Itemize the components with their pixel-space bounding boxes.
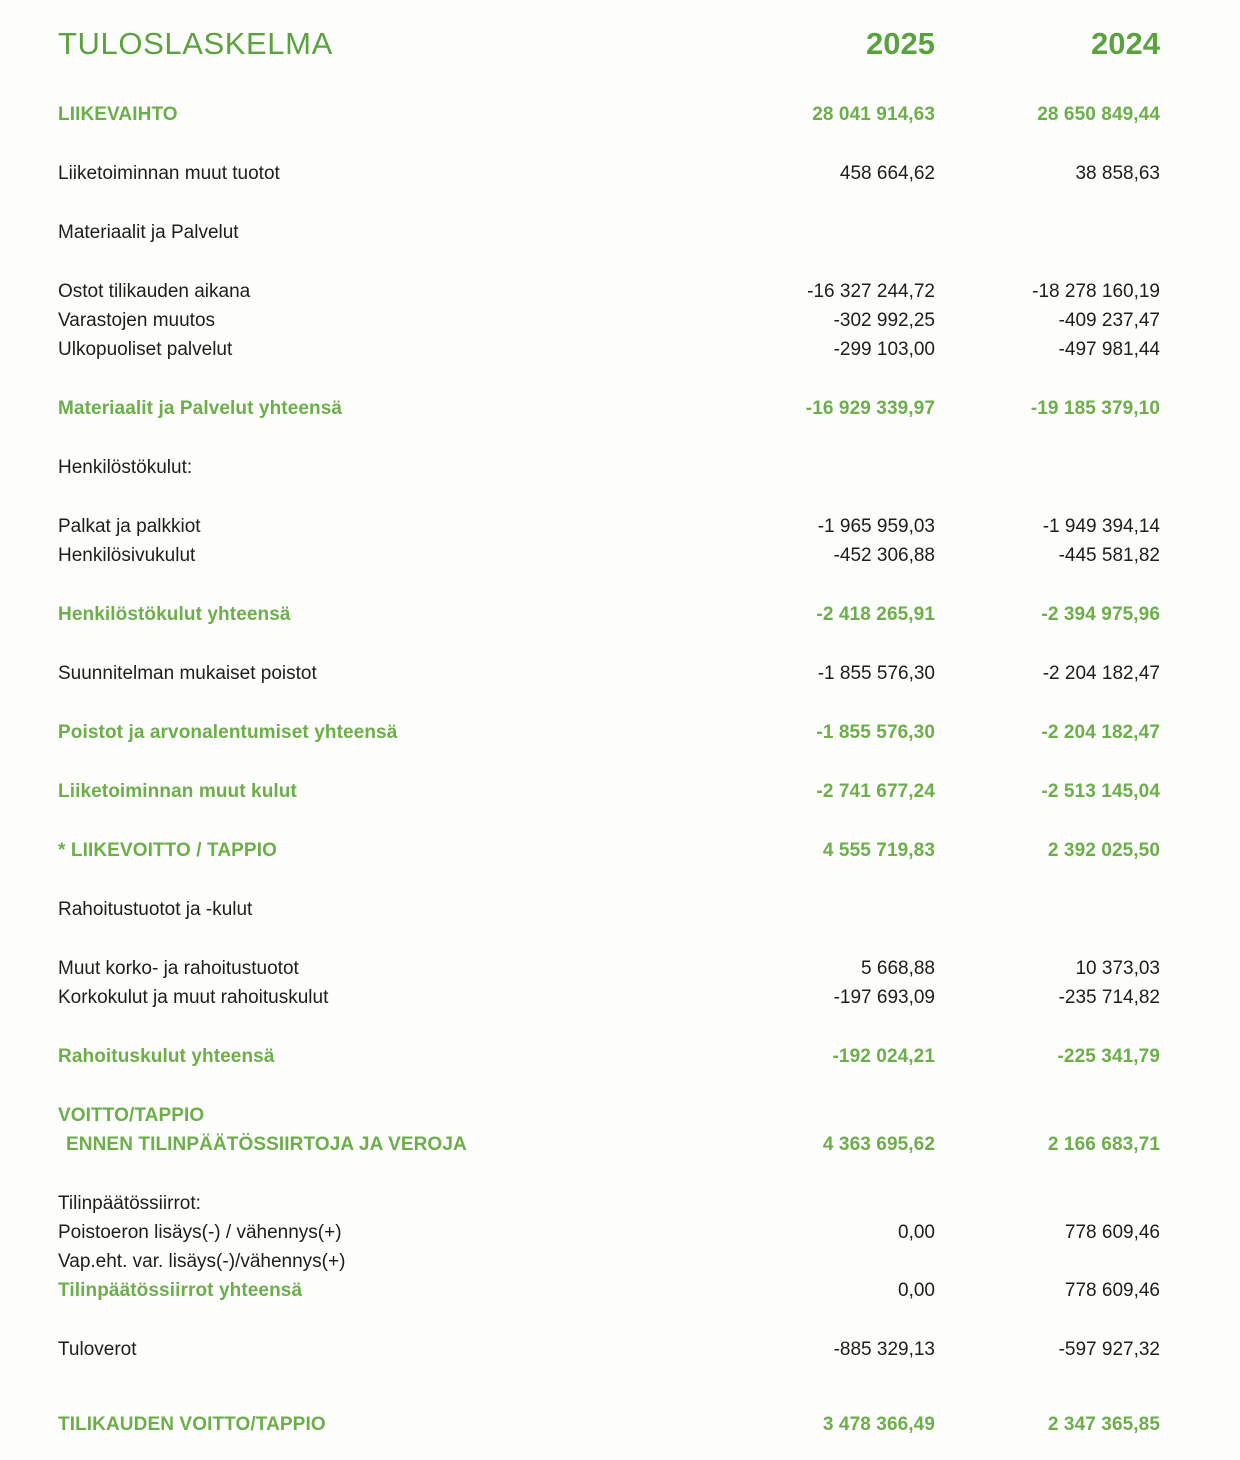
row-value-2025: -1 855 576,30 [816, 722, 935, 743]
table-row-materiaalit-ja-palvelut-yhteensa [58, 394, 1160, 423]
row-label: Suunnitelman mukaiset poistot [58, 663, 317, 684]
row-label: Henkilöstökulut yhteensä [58, 604, 291, 625]
row-spacer [58, 188, 1160, 218]
table-row-tuloverot [58, 1335, 1160, 1364]
row-value-2024: 38 858,63 [1075, 163, 1160, 184]
row-value-2024: -235 714,82 [1058, 987, 1160, 1008]
row-spacer [58, 423, 1160, 453]
table-row-tilinpaatossiirrot-heading [58, 1189, 1160, 1218]
row-value-2025: 4 363 695,62 [822, 1134, 935, 1155]
row-value-2025: -16 327 244,72 [807, 281, 935, 302]
table-row-liikevoitto-tappio [58, 836, 1160, 865]
row-spacer [58, 865, 1160, 895]
row-spacer [58, 1071, 1160, 1101]
row-label: Varastojen muutos [58, 310, 216, 331]
row-label: Korkokulut ja muut rahoituskulut [58, 987, 329, 1008]
row-label: LIIKEVAIHTO [58, 104, 178, 125]
row-value-2025: -1 855 576,30 [817, 663, 935, 684]
row-label: Palkat ja palkkiot [58, 516, 201, 537]
column-header-2024: 2024 [1091, 26, 1160, 61]
row-value-2025: -2 418 265,91 [816, 604, 935, 625]
table-row-henkilosivukulut [58, 541, 1160, 570]
row-label: Tuloverot [58, 1339, 137, 1360]
table-row-henkilostokulut-heading [58, 453, 1160, 482]
row-label: * LIIKEVOITTO / TAPPIO [58, 840, 277, 861]
column-header-2025: 2025 [866, 26, 935, 61]
table-row-rahoitustuotot-ja-kulut-heading [58, 895, 1160, 924]
row-spacer [58, 688, 1160, 718]
row-value-2025: 28 041 914,63 [812, 104, 935, 125]
row-value-2025: -16 929 339,97 [805, 398, 935, 419]
row-value-2025: -1 965 959,03 [817, 516, 935, 537]
row-value-2024: 2 392 025,50 [1047, 840, 1160, 861]
row-value-2024: 2 347 365,85 [1047, 1414, 1160, 1435]
row-label: VOITTO/TAPPIO [58, 1105, 205, 1126]
row-label: Materiaalit ja Palvelut [58, 222, 239, 243]
row-spacer [58, 482, 1160, 512]
row-value-2025: -885 329,13 [833, 1339, 935, 1360]
row-value-2024: -597 927,32 [1058, 1339, 1160, 1360]
row-value-2024: -2 204 182,47 [1041, 722, 1160, 743]
row-value-2025: -192 024,21 [832, 1046, 935, 1067]
table-row-liiketoiminnan-muut-tuotot [58, 159, 1160, 188]
row-spacer [58, 129, 1160, 159]
row-value-2025: 0,00 [898, 1280, 935, 1301]
row-value-2025: -299 103,00 [833, 339, 935, 360]
row-spacer [58, 247, 1160, 277]
statement-rows [58, 100, 1160, 1439]
row-spacer [58, 1364, 1160, 1394]
row-value-2025: 5 668,88 [861, 958, 935, 979]
row-label: TILIKAUDEN VOITTO/TAPPIO [58, 1414, 326, 1435]
table-row-suunnitelman-mukaiset-poistot [58, 659, 1160, 688]
row-value-2024: -1 949 394,14 [1042, 516, 1160, 537]
table-row-henkilostokulut-yhteensa [58, 600, 1160, 629]
row-label: ENNEN TILINPÄÄTÖSSIIRTOJA JA VEROJA [66, 1134, 467, 1155]
row-label: Ostot tilikauden aikana [58, 281, 251, 302]
row-label: Vap.eht. var. lisäys(-)/vähennys(+) [58, 1251, 346, 1272]
table-row-voitto-tappio-heading [58, 1101, 1160, 1130]
row-spacer [58, 806, 1160, 836]
table-row-varastojen-muutos [58, 306, 1160, 335]
row-value-2025: 0,00 [898, 1222, 935, 1243]
row-value-2024: 10 373,03 [1075, 958, 1160, 979]
row-value-2025: -452 306,88 [833, 545, 935, 566]
statement-header [58, 0, 1160, 100]
row-value-2024: -2 204 182,47 [1042, 663, 1160, 684]
row-label: Henkilöstökulut: [58, 457, 193, 478]
row-spacer [58, 1012, 1160, 1042]
row-label: Rahoitustuotot ja -kulut [58, 899, 253, 920]
row-label: Poistot ja arvonalentumiset yhteensä [58, 722, 398, 743]
row-spacer [58, 924, 1160, 954]
row-label: Poistoeron lisäys(-) / vähennys(+) [58, 1222, 342, 1243]
table-row-rahoituskulut-yhteensa [58, 1042, 1160, 1071]
row-value-2024: -409 237,47 [1058, 310, 1160, 331]
row-value-2025: 458 664,62 [839, 163, 935, 184]
table-row-vapeht-var-lisays-vahennys [58, 1247, 1160, 1276]
table-row-tilinpaatossiirrot-yhteensa [58, 1276, 1160, 1305]
row-value-2025: 4 555 719,83 [822, 840, 935, 861]
row-label: Ulkopuoliset palvelut [58, 339, 233, 360]
row-value-2025: 3 478 366,49 [822, 1414, 935, 1435]
row-label: Henkilösivukulut [58, 545, 196, 566]
table-row-materiaalit-ja-palvelut-heading [58, 218, 1160, 247]
table-row-muut-korko-ja-rahoitustuotot [58, 954, 1160, 983]
row-value-2024: -497 981,44 [1058, 339, 1160, 360]
row-spacer [58, 747, 1160, 777]
table-row-ennen-tilinpaatossiirtoja-ja-veroja [58, 1130, 1160, 1159]
row-value-2024: 2 166 683,71 [1047, 1134, 1160, 1155]
table-row-poistot-ja-arvonalentumiset-yhteensa [58, 718, 1160, 747]
row-spacer [58, 570, 1160, 600]
row-value-2024: 778 609,46 [1064, 1222, 1160, 1243]
row-spacer [58, 364, 1160, 394]
row-label: Liiketoiminnan muut kulut [58, 781, 297, 802]
row-label: Tilinpäätössiirrot yhteensä [58, 1280, 303, 1301]
row-value-2025: -2 741 677,24 [816, 781, 935, 802]
row-spacer [58, 629, 1160, 659]
row-spacer [58, 1394, 1160, 1410]
row-spacer [58, 1159, 1160, 1189]
row-value-2024: -225 341,79 [1057, 1046, 1160, 1067]
row-spacer [58, 1305, 1160, 1335]
row-value-2024: -445 581,82 [1058, 545, 1160, 566]
table-row-tilikauden-voitto-tappio [58, 1410, 1160, 1439]
row-value-2024: -19 185 379,10 [1030, 398, 1160, 419]
row-value-2024: 778 609,46 [1064, 1280, 1160, 1301]
row-label: Liiketoiminnan muut tuotot [58, 163, 280, 184]
table-row-liiketoiminnan-muut-kulut [58, 777, 1160, 806]
row-value-2024: 28 650 849,44 [1037, 104, 1160, 125]
page-title: TULOSLASKELMA [58, 26, 333, 61]
row-value-2024: -2 394 975,96 [1041, 604, 1160, 625]
row-value-2025: -302 992,25 [833, 310, 935, 331]
row-value-2025: -197 693,09 [833, 987, 935, 1008]
table-row-liikevaihto [58, 100, 1160, 129]
row-value-2024: -18 278 160,19 [1032, 281, 1160, 302]
table-row-korkokulut-ja-muut-rahoituskulut [58, 983, 1160, 1012]
table-row-ulkopuoliset-palvelut [58, 335, 1160, 364]
table-row-palkat-ja-palkkiot [58, 512, 1160, 541]
table-row-poistoeron-lisays-vahennys [58, 1218, 1160, 1247]
row-label: Materiaalit ja Palvelut yhteensä [58, 398, 343, 419]
row-label: Rahoituskulut yhteensä [58, 1046, 275, 1067]
row-label: Muut korko- ja rahoitustuotot [58, 958, 299, 979]
row-value-2024: -2 513 145,04 [1041, 781, 1160, 802]
table-row-ostot-tilikauden-aikana [58, 277, 1160, 306]
row-label: Tilinpäätössiirrot: [58, 1193, 201, 1214]
